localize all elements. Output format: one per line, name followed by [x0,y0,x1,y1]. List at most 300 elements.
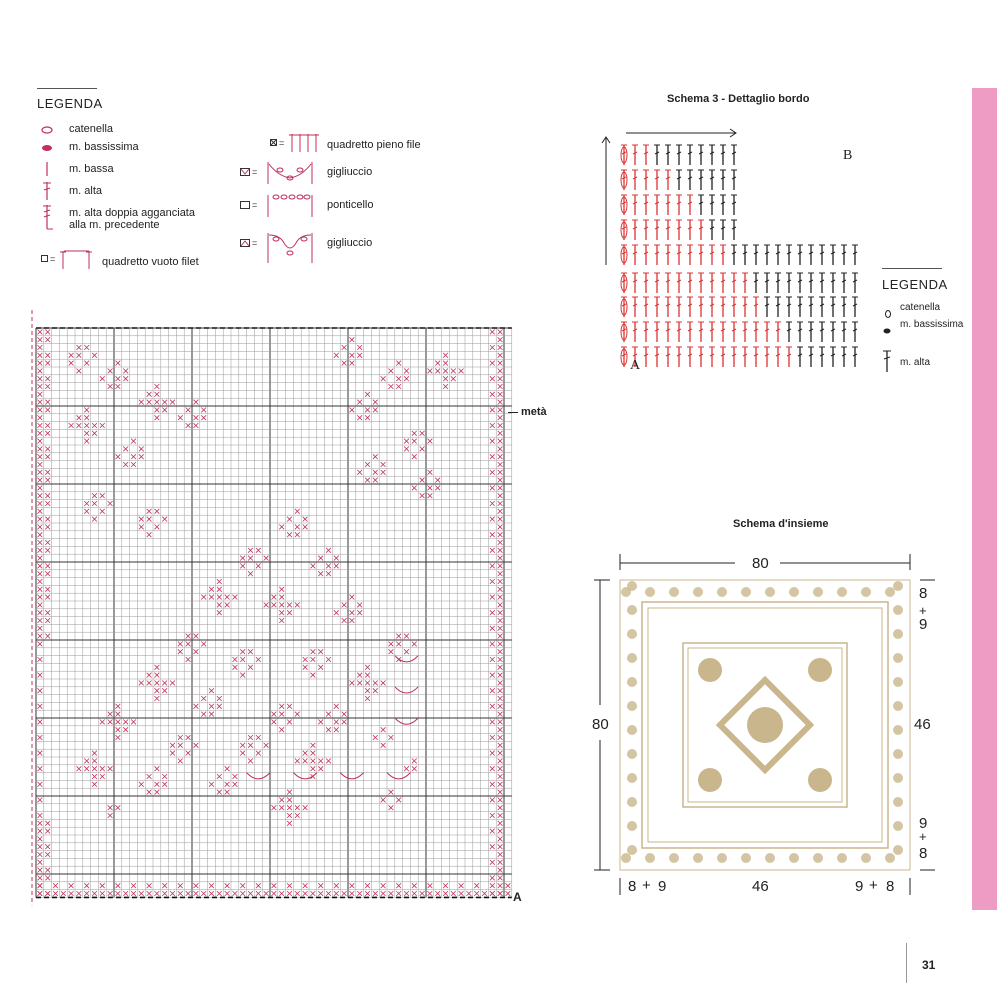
filled-mesh [194,423,199,428]
filled-mesh [303,759,308,764]
filled-mesh [38,361,43,366]
filled-mesh [279,603,284,608]
filled-mesh [38,595,43,600]
filled-mesh [38,821,43,826]
filled-mesh [240,564,245,569]
lace-scallop [669,853,679,863]
filled-mesh [186,891,191,896]
filled-mesh [38,330,43,335]
filled-mesh [38,610,43,615]
filled-mesh [428,891,433,896]
filled-mesh [92,759,97,764]
filled-mesh [318,766,323,771]
filled-mesh [201,642,206,647]
filled-mesh [506,883,511,888]
filled-mesh [155,384,160,389]
filled-mesh [334,353,339,358]
filled-mesh [318,759,323,764]
filled-mesh [201,891,206,896]
right-dim: 46 [914,716,931,733]
filled-mesh [451,369,456,374]
filled-mesh [84,345,89,350]
filled-mesh [116,361,121,366]
lace-scallop [893,581,903,591]
legend-rule [882,268,942,269]
filled-mesh [272,891,277,896]
filled-mesh [311,891,316,896]
filled-mesh [155,400,160,405]
filled-mesh [498,361,503,366]
filled-mesh [264,556,269,561]
filled-mesh [498,532,503,537]
legend-item-label: m. alta [900,357,931,368]
filled-mesh [428,470,433,475]
chain-stitch-icon [41,124,53,136]
filled-mesh [45,353,50,358]
filled-mesh [287,891,292,896]
filled-mesh [38,735,43,740]
filled-mesh [45,337,50,342]
lace-scallop [693,853,703,863]
filled-mesh [482,891,487,896]
filled-mesh [365,478,370,483]
filled-mesh [498,548,503,553]
filled-mesh [373,735,378,740]
lace-scallop [627,749,637,759]
filled-mesh [248,556,253,561]
filled-mesh [498,883,503,888]
filled-mesh [77,766,82,771]
filled-mesh [396,798,401,803]
filled-mesh [334,891,339,896]
double-crochet-icon [42,182,52,202]
filled-mesh [342,720,347,725]
filled-mesh [490,883,495,888]
filled-mesh [38,392,43,397]
filled-mesh [77,369,82,374]
filled-mesh [326,759,331,764]
filled-mesh [139,681,144,686]
filled-mesh [412,759,417,764]
filled-mesh [84,415,89,420]
filled-mesh [498,759,503,764]
filled-mesh [303,805,308,810]
filled-mesh [279,587,284,592]
filled-mesh [38,891,43,896]
filled-mesh [201,415,206,420]
svg-text:=: = [50,254,56,264]
filled-mesh [155,665,160,670]
filled-mesh [100,891,105,896]
filled-mesh [365,415,370,420]
filled-mesh [412,439,417,444]
filled-mesh [38,556,43,561]
filled-mesh [116,376,121,381]
lace-scallop [627,629,637,639]
filled-mesh [100,493,105,498]
filled-mesh [490,876,495,881]
filled-mesh [147,532,152,537]
filled-mesh [131,454,136,459]
svg-text:=: = [252,200,258,210]
filled-mesh [295,603,300,608]
filled-mesh [490,657,495,662]
filled-mesh [443,353,448,358]
filled-mesh [108,805,113,810]
filled-mesh [350,891,355,896]
filled-mesh [116,704,121,709]
filled-mesh [38,618,43,623]
filled-mesh [38,454,43,459]
lace-scallop [789,853,799,863]
filled-mesh [342,891,347,896]
filled-mesh [295,813,300,818]
filled-mesh [170,400,175,405]
filled-mesh [365,392,370,397]
lace-scallop [893,701,903,711]
filled-mesh [365,673,370,678]
filled-mesh [38,517,43,522]
filled-mesh [38,751,43,756]
filled-mesh [498,649,503,654]
lace-scallop [627,821,637,831]
lacet-reverse-icon [240,231,320,270]
filled-mesh [498,821,503,826]
filet-chart [28,310,528,930]
filled-mesh [240,657,245,662]
slip-stitch-icon [41,142,53,154]
filled-mesh [357,415,362,420]
filled-mesh [264,743,269,748]
filled-mesh [108,712,113,717]
filled-mesh [498,431,503,436]
filled-mesh [389,790,394,795]
filled-mesh [272,712,277,717]
filled-mesh [350,883,355,888]
filled-mesh [287,790,292,795]
filled-mesh [498,595,503,600]
filled-mesh [201,712,206,717]
filled-mesh [131,720,136,725]
filled-mesh [279,805,284,810]
filled-mesh [318,720,323,725]
filled-mesh [459,369,464,374]
filled-mesh [498,642,503,647]
filled-mesh [38,501,43,506]
filled-mesh [217,579,222,584]
filled-mesh [498,517,503,522]
filled-mesh [256,891,261,896]
lace-scallop [627,677,637,687]
overview-title: Schema d'insieme [733,518,829,530]
filled-mesh [77,423,82,428]
filled-mesh [295,525,300,530]
filled-mesh [233,774,238,779]
filled-mesh [84,361,89,366]
filled-mesh [490,439,495,444]
filled-mesh [201,696,206,701]
filled-mesh [186,735,191,740]
filled-mesh [498,564,503,569]
filled-mesh [272,883,277,888]
filled-mesh [350,610,355,615]
filled-mesh [498,665,503,670]
filled-mesh [303,525,308,530]
filled-mesh [498,837,503,842]
lace-scallop [893,821,903,831]
filled-mesh [69,361,74,366]
filled-mesh [45,829,50,834]
filled-mesh [272,603,277,608]
filled-mesh [326,891,331,896]
filled-mesh [100,509,105,514]
filled-mesh [490,330,495,335]
filled-mesh [38,876,43,881]
lace-scallop [893,725,903,735]
filled-mesh [100,376,105,381]
filled-mesh [357,681,362,686]
filled-mesh [38,540,43,545]
filled-mesh [155,525,160,530]
filled-mesh [240,743,245,748]
filled-mesh [84,501,89,506]
filled-mesh [38,688,43,693]
filled-mesh [404,369,409,374]
filled-mesh [404,649,409,654]
filled-mesh [498,486,503,491]
filled-mesh [116,712,121,717]
filled-mesh [116,384,121,389]
filled-mesh [45,548,50,553]
filled-mesh [38,564,43,569]
filled-mesh [498,556,503,561]
filled-mesh [38,634,43,639]
filled-mesh [412,431,417,436]
filled-mesh [38,579,43,584]
filled-mesh [240,649,245,654]
filled-mesh [256,548,261,553]
lace-scallop [893,677,903,687]
filled-mesh [334,556,339,561]
filled-mesh [77,353,82,358]
slip-stitch-icon [883,322,891,340]
filled-mesh [240,556,245,561]
filled-mesh [194,743,199,748]
filled-mesh [147,673,152,678]
filled-mesh [389,649,394,654]
legend-item-label-2: alla m. precedente [69,219,160,231]
filled-mesh [490,891,495,896]
filled-mesh [45,408,50,413]
filled-mesh [311,751,316,756]
filled-mesh [139,782,144,787]
filled-mesh [162,408,167,413]
lace-scallop [861,587,871,597]
filled-mesh [38,447,43,452]
lace-scallop [893,749,903,759]
filled-mesh [225,790,230,795]
right-dim: 9 [919,616,928,633]
filled-mesh [389,369,394,374]
filled-mesh [38,337,43,342]
filled-mesh [162,782,167,787]
filled-mesh [490,564,495,569]
filled-mesh [248,743,253,748]
lacet-arch [395,656,418,662]
filled-mesh [178,891,183,896]
filled-mesh [108,384,113,389]
filled-mesh [264,891,269,896]
filled-mesh [131,462,136,467]
bottom-dim: 46 [752,878,769,895]
filled-mesh [155,688,160,693]
right-dim: 8 [919,585,928,602]
filled-mesh [498,774,503,779]
filled-mesh [45,493,50,498]
filled-mesh [428,486,433,491]
half-label: metà [521,406,547,418]
filled-mesh [490,454,495,459]
filled-mesh [326,727,331,732]
filled-mesh [209,704,214,709]
filled-mesh [162,681,167,686]
filled-mesh [256,657,261,662]
filled-mesh [233,657,238,662]
filled-mesh [490,548,495,553]
filled-mesh [498,493,503,498]
page-divider [906,943,907,983]
filled-mesh [373,470,378,475]
page-number: 31 [922,958,936,972]
filled-mesh [498,587,503,592]
filled-mesh [342,345,347,350]
filled-mesh [38,532,43,537]
filled-mesh [420,891,425,896]
filled-mesh [498,805,503,810]
filled-mesh [209,595,214,600]
filled-mesh [490,517,495,522]
lace-scallop [893,845,903,855]
filled-mesh [490,642,495,647]
filled-mesh [334,720,339,725]
filled-mesh [45,852,50,857]
filled-mesh [209,712,214,717]
filled-mesh [45,595,50,600]
filled-mesh [84,408,89,413]
filled-mesh [498,447,503,452]
filled-mesh [490,423,495,428]
filled-mesh [498,330,503,335]
corner-flower [808,658,832,682]
legend-title: LEGENDA [37,96,103,111]
filled-mesh [155,673,160,678]
filled-mesh [248,759,253,764]
filled-mesh [295,805,300,810]
point-b-label: B [843,148,853,163]
filled-mesh [498,704,503,709]
filled-mesh [45,844,50,849]
filled-mesh [178,743,183,748]
filled-mesh [186,642,191,647]
filled-mesh [162,891,167,896]
filled-mesh [381,743,386,748]
filled-mesh [116,891,121,896]
filled-mesh [490,782,495,787]
svg-text:=: = [279,138,285,148]
filled-mesh [498,454,503,459]
filled-mesh [428,493,433,498]
filled-mesh [498,852,503,857]
filled-mesh [490,501,495,506]
filled-mesh [38,844,43,849]
filled-mesh [373,688,378,693]
lace-scallop [669,587,679,597]
filled-mesh [100,423,105,428]
filled-mesh [350,595,355,600]
filled-mesh [45,361,50,366]
filled-mesh [443,384,448,389]
filled-mesh [45,540,50,545]
filled-mesh [92,782,97,787]
filled-mesh [490,376,495,381]
filled-mesh [116,805,121,810]
filled-mesh [123,369,128,374]
filled-mesh [217,696,222,701]
open-mesh-icon [41,249,101,276]
side-color-bar [972,88,997,910]
filled-mesh [490,610,495,615]
filled-mesh [45,821,50,826]
filled-mesh [498,766,503,771]
filled-mesh [498,478,503,483]
filled-mesh [404,634,409,639]
lace-scallop [627,581,637,591]
filled-mesh [443,376,448,381]
filled-mesh [178,759,183,764]
filled-mesh [490,470,495,475]
filled-mesh [350,337,355,342]
filled-mesh [272,805,277,810]
lace-scallop [693,587,703,597]
filled-mesh [490,532,495,537]
filled-mesh [396,376,401,381]
filled-mesh [225,766,230,771]
filled-mesh [435,369,440,374]
lacet-icon [240,160,320,191]
corner-flower [698,658,722,682]
filled-mesh [84,883,89,888]
filled-mesh [45,634,50,639]
filled-mesh [498,876,503,881]
lace-scallop [741,853,751,863]
filled-mesh [38,860,43,865]
filled-mesh [209,891,214,896]
filled-mesh [170,743,175,748]
filled-mesh-icon [270,134,330,159]
filled-mesh [38,603,43,608]
lace-scallop [893,605,903,615]
filled-mesh [381,727,386,732]
chain-stitch-icon [884,305,892,323]
filled-mesh [38,439,43,444]
filled-mesh [147,517,152,522]
lace-scallop [627,653,637,663]
filled-mesh [38,353,43,358]
filled-mesh [45,470,50,475]
filled-mesh [334,883,339,888]
filled-mesh [108,891,113,896]
filled-mesh [287,704,292,709]
